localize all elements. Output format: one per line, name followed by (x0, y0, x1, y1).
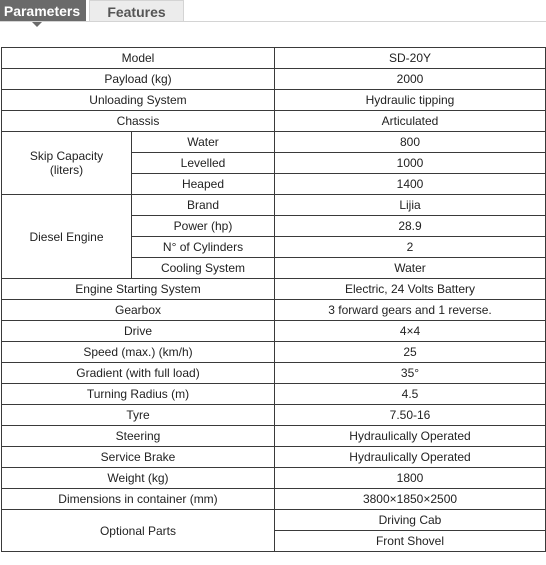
row-label: Engine Starting System (2, 279, 275, 300)
active-tab-pointer-icon (32, 22, 42, 27)
row-value: 4.5 (275, 384, 546, 405)
tab-features[interactable]: Features (89, 0, 184, 22)
row-label: Drive (2, 321, 275, 342)
table-row (2, 90, 546, 111)
row-value: Hydraulic tipping (275, 90, 546, 111)
row-label: Chassis (2, 111, 275, 132)
row-label: Optional Parts (2, 510, 275, 552)
table-row (2, 195, 546, 216)
row-value: Driving Cab (275, 510, 546, 531)
row-value: 1400 (275, 174, 546, 195)
table-row (2, 405, 546, 426)
row-value: 800 (275, 132, 546, 153)
row-value: 1000 (275, 153, 546, 174)
row-label: Levelled (132, 153, 275, 174)
row-label: Speed (max.) (km/h) (2, 342, 275, 363)
table-row (2, 279, 546, 300)
group-label-line: (liters) (49, 163, 84, 177)
table-row (2, 426, 546, 447)
row-value: SD-20Y (275, 48, 546, 69)
tab-divider (0, 21, 546, 22)
row-value: 4×4 (275, 321, 546, 342)
row-value: 3 forward gears and 1 reverse. (275, 300, 546, 321)
group-label-diesel-engine: Diesel Engine (2, 195, 132, 279)
table-row (2, 342, 546, 363)
row-label: Weight (kg) (2, 468, 275, 489)
row-value: Water (275, 258, 546, 279)
table-row (2, 468, 546, 489)
row-label: Turning Radius (m) (2, 384, 275, 405)
row-label: Steering (2, 426, 275, 447)
table-row (2, 489, 546, 510)
table-row (2, 447, 546, 468)
tab-bar (0, 0, 546, 22)
tab-parameters[interactable]: Parameters (0, 0, 86, 22)
row-label: Heaped (132, 174, 275, 195)
row-label: Gearbox (2, 300, 275, 321)
parameters-table (1, 47, 546, 552)
row-label: Unloading System (2, 90, 275, 111)
table-row (2, 510, 546, 531)
row-value: Electric, 24 Volts Battery (275, 279, 546, 300)
row-label: Power (hp) (132, 216, 275, 237)
row-label: N° of Cylinders (132, 237, 275, 258)
row-value: 1800 (275, 468, 546, 489)
row-label: Tyre (2, 405, 275, 426)
row-label: Brand (132, 195, 275, 216)
row-value: Front Shovel (275, 531, 546, 552)
row-label: Gradient (with full load) (2, 363, 275, 384)
row-value: 28.9 (275, 216, 546, 237)
row-value: 7.50-16 (275, 405, 546, 426)
row-label: Model (2, 48, 275, 69)
group-label-line: Skip Capacity (29, 149, 104, 163)
table-row (2, 384, 546, 405)
table-row (2, 132, 546, 153)
row-value: 2000 (275, 69, 546, 90)
row-value: Lijia (275, 195, 546, 216)
row-label: Dimensions in container (mm) (2, 489, 275, 510)
row-label: Water (132, 132, 275, 153)
row-value: 2 (275, 237, 546, 258)
row-label: Payload (kg) (2, 69, 275, 90)
table-row (2, 48, 546, 69)
row-label: Service Brake (2, 447, 275, 468)
table-row (2, 321, 546, 342)
row-value: 25 (275, 342, 546, 363)
row-value: Hydraulically Operated (275, 426, 546, 447)
row-label: Cooling System (132, 258, 275, 279)
table-row (2, 363, 546, 384)
table-row (2, 300, 546, 321)
table-row (2, 111, 546, 132)
row-value: 35° (275, 363, 546, 384)
row-value: 3800×1850×2500 (275, 489, 546, 510)
table-row (2, 69, 546, 90)
group-label-skip-capacity (2, 132, 132, 195)
row-value: Articulated (275, 111, 546, 132)
row-value: Hydraulically Operated (275, 447, 546, 468)
